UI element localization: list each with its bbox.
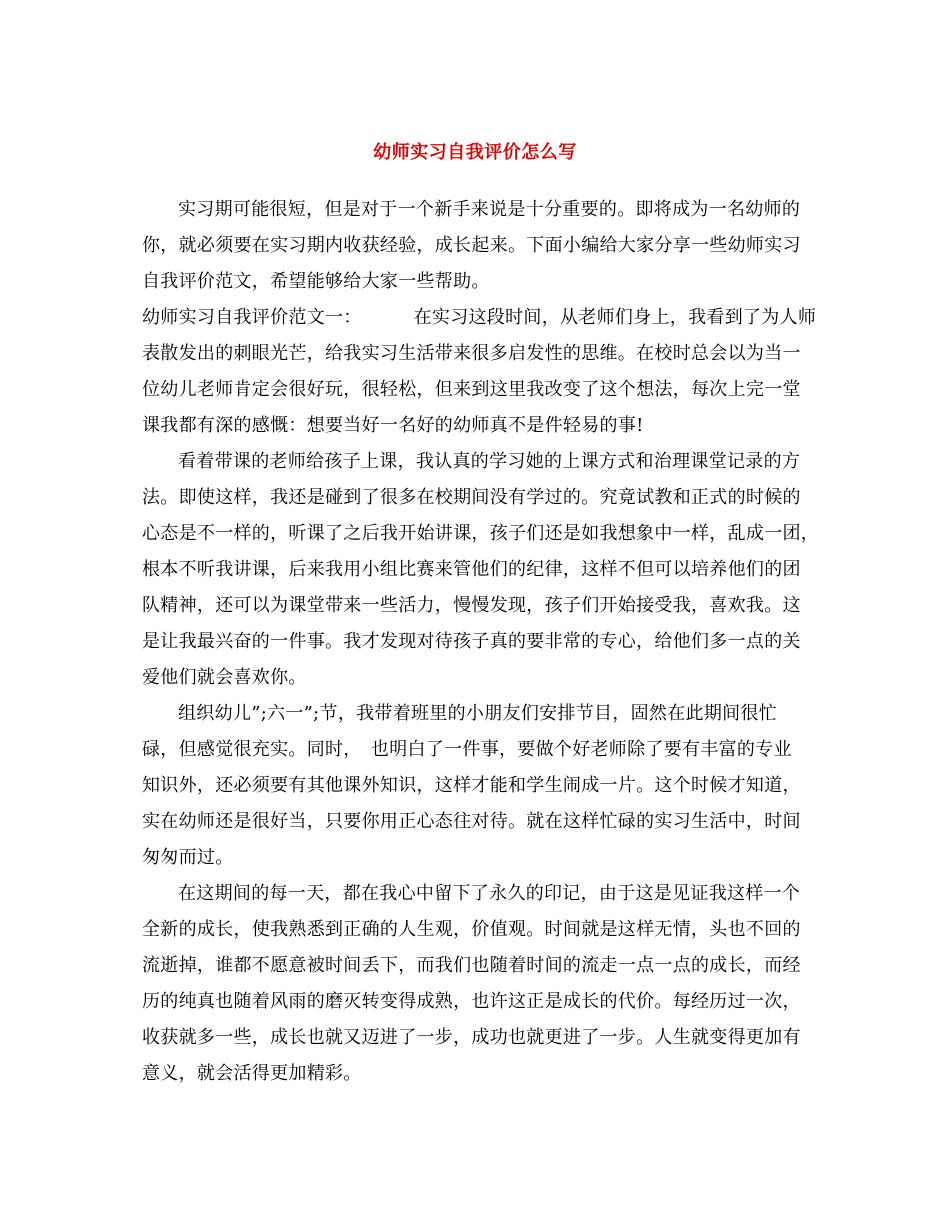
paragraph-line: 组织幼儿”;六一”;节，我带着班里的小朋友们安排节目，固然在此期间很忙 [178, 703, 778, 724]
section-heading: 幼师实习自我评价范文一： [142, 307, 362, 328]
paragraph-text: 在实习这段时间，从老师们身上，我看到了为人师 [413, 307, 817, 328]
paragraph-line: 队精神，还可以为课堂带来一些活力，慢慢发现，孩子们开始接受我，喜欢我。这 [142, 595, 801, 616]
paragraph-line: 实习期可能很短，但是对于一个新手来说是十分重要的。即将成为一名幼师的 [178, 199, 801, 220]
paragraph-line: 是让我最兴奋的一件事。我才发现对待孩子真的要非常的专心，给他们多一点的关 [142, 631, 801, 652]
paragraph-line: 在这期间的每一天，都在我心中留下了永久的印记，由于这是见证我这样一个 [178, 883, 801, 904]
paragraph-line: 收获就多一些，成长也就又迈进了一步，成功也就更进了一步。人生就变得更加有 [142, 1027, 801, 1048]
paragraph-line: 看着带课的老师给孩子上课，我认真的学习她的上课方式和治理课堂记录的方 [178, 451, 801, 472]
paragraph-line: 意义，就会活得更加精彩。 [142, 1063, 362, 1084]
paragraph-line: 自我评价范文，希望能够给大家一些帮助。 [142, 271, 490, 292]
paragraph-line: 位幼儿老师肯定会很好玩，很轻松，但来到这里我改变了这个想法，每次上完一堂 [142, 379, 801, 400]
document-title: 幼师实习自我评价怎么写 [373, 142, 577, 163]
paragraph-line: 你，就必须要在实习期内收获经验，成长起来。下面小编给大家分享一些幼师实习 [142, 235, 801, 256]
paragraph-line: 历的纯真也随着风雨的磨灭转变得成熟，也许这正是成长的代价。每经历过一次， [142, 991, 801, 1012]
paragraph-line: 实在幼师还是很好当，只要你用正心态往对待。就在这样忙碌的实习生活中，时间 [142, 811, 801, 832]
paragraph-line: 全新的成长，使我熟悉到正确的人生观，价值观。时间就是这样无情，头也不回的 [142, 919, 801, 940]
paragraph-line: 爱他们就会喜欢你。 [142, 667, 307, 688]
paragraph-line: 匆匆而过。 [142, 847, 234, 868]
paragraph-line: 根本不听我讲课，后来我用小组比赛来管他们的纪律，这样不但可以培养他们的团 [142, 559, 801, 580]
paragraph-line: 流逝掉，谁都不愿意被时间丢下，而我们也随着时间的流走一点一点的成长，而经 [142, 955, 801, 976]
paragraph-line: 表散发出的刺眼光芒，给我实习生活带来很多启发性的思维。在校时总会以为当一 [142, 343, 801, 364]
paragraph-line: 碌，但感觉很充实。同时， 也明白了一件事，要做个好老师除了要有丰富的专业 [142, 739, 792, 760]
paragraph-line: 法。即使这样，我还是碰到了很多在校期间没有学过的。究竟试教和正式的时候的 [142, 487, 801, 508]
paragraph-line: 课我都有深的感慨：想要当好一名好的幼师真不是件轻易的事! [142, 415, 644, 436]
paragraph-line: 心态是不一样的，听课了之后我开始讲课，孩子们还是如我想象中一样，乱成一团， [142, 523, 820, 544]
document-body [142, 192, 822, 1092]
paragraph-line: 知识外，还必须要有其他课外知识，这样才能和学生闹成一片。这个时候才知道， [142, 775, 801, 796]
paragraph-first-line [142, 300, 822, 336]
